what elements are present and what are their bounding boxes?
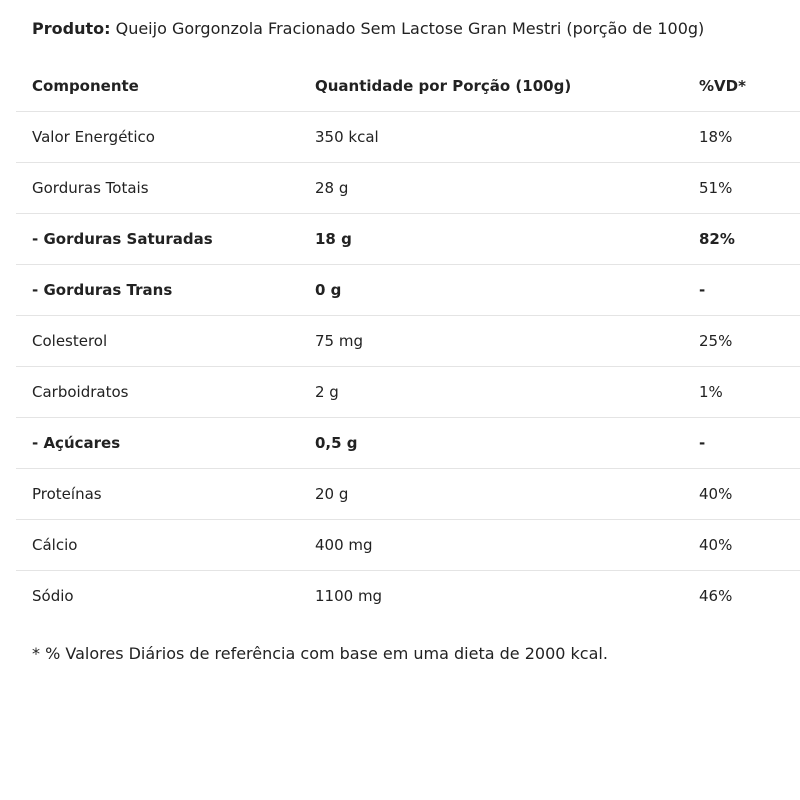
row-daily-value: 18% — [683, 112, 800, 163]
row-quantity: 400 mg — [299, 520, 683, 571]
row-component: Colesterol — [16, 316, 299, 367]
table-row — [16, 520, 800, 571]
table-row — [16, 367, 800, 418]
row-component: Cálcio — [16, 520, 299, 571]
row-daily-value: - — [683, 265, 800, 316]
row-daily-value: 82% — [683, 214, 800, 265]
row-component: - Gorduras Saturadas — [16, 214, 299, 265]
row-quantity: 18 g — [299, 214, 683, 265]
row-component: - Gorduras Trans — [16, 265, 299, 316]
row-quantity: 350 kcal — [299, 112, 683, 163]
row-component: Sódio — [32, 587, 74, 605]
header-daily-value: %VD* — [683, 61, 800, 112]
product-title — [32, 17, 704, 41]
row-daily-value: - — [683, 418, 800, 469]
row-quantity: 75 mg — [299, 316, 683, 367]
row-quantity: 0 g — [299, 265, 683, 316]
row-daily-value: 40% — [683, 469, 800, 520]
product-name: Queijo Gorgonzola Fracionado Sem Lactose Gran Mestri (porção de 100g) — [115, 19, 705, 38]
row-component: - Açúcares — [16, 418, 299, 469]
row-daily-value: 40% — [683, 520, 800, 571]
row-daily-value: 46% — [699, 587, 733, 605]
table-row — [16, 469, 800, 520]
header-component: Componente — [16, 61, 299, 112]
row-quantity: 1100 mg — [315, 587, 383, 605]
row-daily-value: 1% — [683, 367, 800, 418]
row-component: Valor Energético — [16, 112, 299, 163]
table-row — [16, 316, 800, 367]
table-header-row — [16, 61, 800, 112]
header-quantity: Quantidade por Porção (100g) — [299, 61, 683, 112]
nutrition-table — [16, 61, 800, 621]
footnote: * % Valores Diários de referência com base em uma dieta de 2000 kcal. — [32, 644, 608, 663]
table-row — [16, 571, 800, 622]
row-component: Gorduras Totais — [16, 163, 299, 214]
product-label: Produto: — [32, 19, 111, 38]
row-daily-value: 51% — [683, 163, 800, 214]
row-quantity: 20 g — [299, 469, 683, 520]
row-component: Proteínas — [16, 469, 299, 520]
table-row — [16, 418, 800, 469]
row-quantity: 2 g — [299, 367, 683, 418]
table-row — [16, 265, 800, 316]
table-row — [16, 214, 800, 265]
row-component: Carboidratos — [16, 367, 299, 418]
row-quantity: 0,5 g — [299, 418, 683, 469]
row-daily-value: 25% — [683, 316, 800, 367]
row-quantity: 28 g — [299, 163, 683, 214]
table-row — [16, 112, 800, 163]
table-row — [16, 163, 800, 214]
